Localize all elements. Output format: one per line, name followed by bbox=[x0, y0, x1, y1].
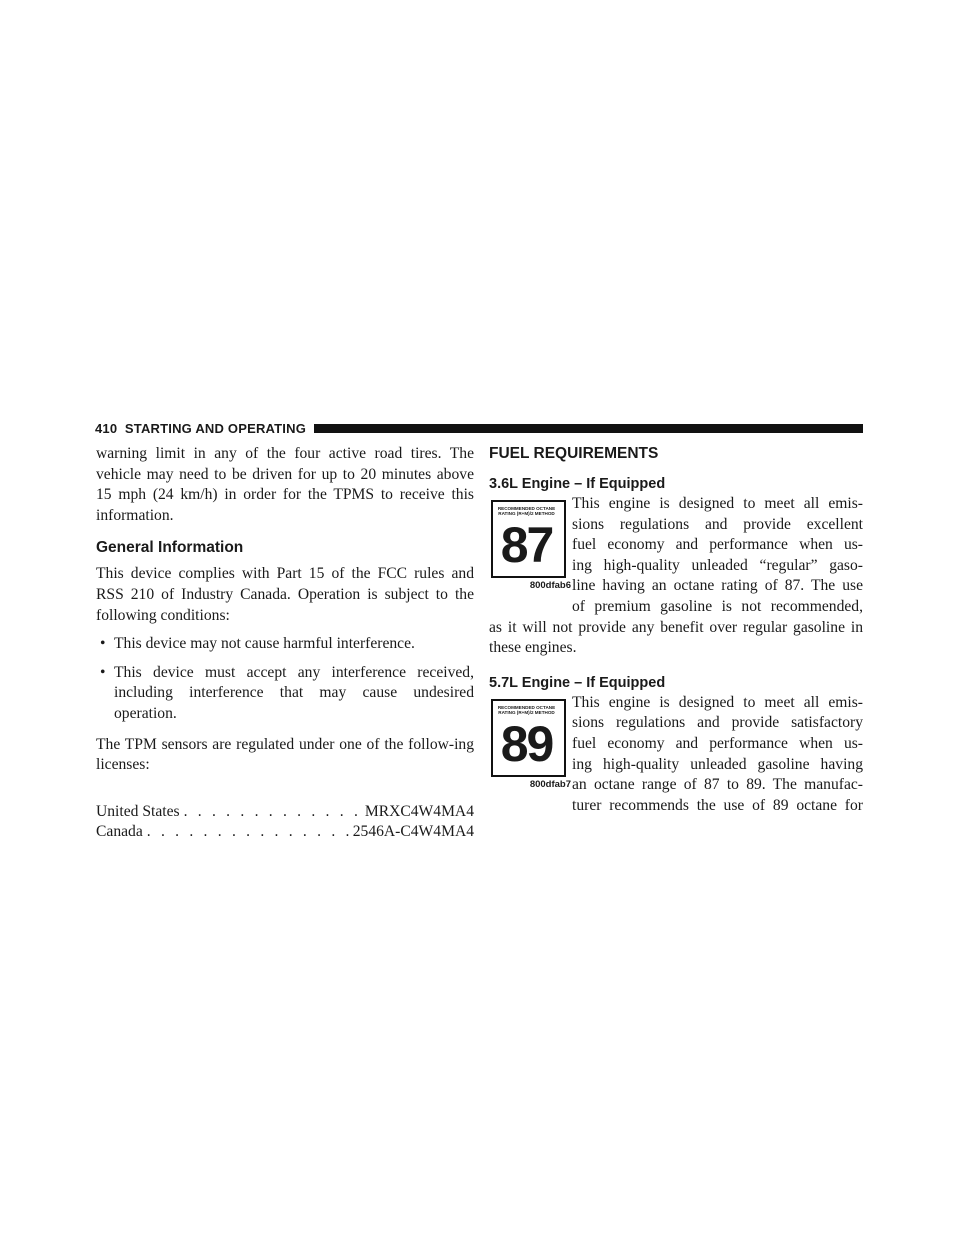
text-line: ing high-quality unleaded gasoline having bbox=[572, 755, 863, 773]
license-row-us bbox=[96, 802, 474, 823]
license-code: 2546A-C4W4MA4 bbox=[352, 823, 474, 841]
text-line: sions regulations and provide satisfactory bbox=[572, 714, 863, 732]
text-line: turer recommends the use of 89 octane for bbox=[572, 796, 863, 814]
octane-label-89 bbox=[491, 699, 571, 795]
licenses-table bbox=[96, 802, 474, 843]
list-item: • This device may not cause harmful interference. bbox=[96, 634, 474, 655]
list-item: • This device must accept any interference received, including interference that may cause undesired operation. bbox=[100, 663, 474, 722]
header-rule bbox=[314, 424, 863, 433]
leader-dots bbox=[180, 802, 365, 823]
engine-57-block bbox=[489, 693, 863, 817]
octane-number: 89 bbox=[500, 715, 553, 772]
conditions-list bbox=[96, 634, 474, 724]
engine-57-heading: 5.7L Engine – If Equipped bbox=[489, 674, 666, 691]
text-line: fuel economy and performance when us- bbox=[572, 536, 863, 554]
page-header bbox=[95, 418, 863, 438]
right-column bbox=[489, 444, 863, 816]
text-line: an octane range of 87 to 89. The manufac- bbox=[572, 776, 863, 794]
text-line: This engine is designed to meet all emis- bbox=[572, 693, 863, 711]
license-country: United States bbox=[96, 802, 180, 820]
page-number: 410 bbox=[95, 420, 118, 436]
text-line: fuel economy and performance when us- bbox=[572, 734, 863, 752]
engine-36-heading: 3.6L Engine – If Equipped bbox=[489, 476, 666, 492]
octane-number: 87 bbox=[500, 517, 553, 573]
leader-dots bbox=[143, 822, 353, 843]
bullet-icon: • bbox=[100, 635, 106, 653]
octane-label-title: RECOMMENDED OCTANE RATING (R+M)/2 METHOD bbox=[497, 704, 556, 715]
license-row-canada bbox=[96, 822, 474, 843]
section-title: STARTING AND OPERATING bbox=[124, 420, 307, 436]
figure-code: 800dfab6 bbox=[529, 580, 571, 591]
octane-label-title: RECOMMENDED OCTANE RATING (R+M)/2 METHOD bbox=[497, 506, 556, 516]
text-line: ing high-quality unleaded “regular” gaso- bbox=[572, 556, 863, 574]
fuel-requirements-heading: FUEL REQUIREMENTS bbox=[489, 445, 659, 462]
bullet-icon: • bbox=[100, 663, 106, 681]
engine-36-text-after: as it will not provide any benefit over regular gasoline in these engines. bbox=[489, 618, 863, 657]
engine-36-block bbox=[489, 494, 863, 659]
left-column bbox=[96, 444, 474, 843]
licenses-intro: The TPM sensors are regulated under one of the follow-ing licenses: bbox=[96, 735, 474, 774]
octane-label-87 bbox=[491, 500, 571, 596]
license-country: Canada bbox=[96, 823, 143, 841]
text-line: line having an octane rating of 87. The use bbox=[572, 577, 863, 595]
page-header-text bbox=[95, 421, 314, 436]
intro-paragraph: warning limit in any of the four active road tires. The vehicle may need to be driven for up to 20 minutes above 15 mph (24 km/h) in order for the TPMS to receive this information. bbox=[96, 445, 474, 524]
license-code: MRXC4W4MA4 bbox=[364, 802, 474, 820]
general-information-heading: General Information bbox=[96, 539, 244, 557]
text-line: This engine is designed to meet all emis- bbox=[572, 495, 863, 512]
general-information-paragraph: This device complies with Part 15 of the FCC rules and RSS 210 of Industry Canada. Operation is subject to the following conditions: bbox=[96, 565, 474, 624]
figure-code: 800dfab7 bbox=[529, 778, 571, 790]
text-line: of premium gasoline is not recommended, bbox=[572, 597, 863, 615]
text-line: sions regulations and provide excellent bbox=[572, 515, 863, 533]
